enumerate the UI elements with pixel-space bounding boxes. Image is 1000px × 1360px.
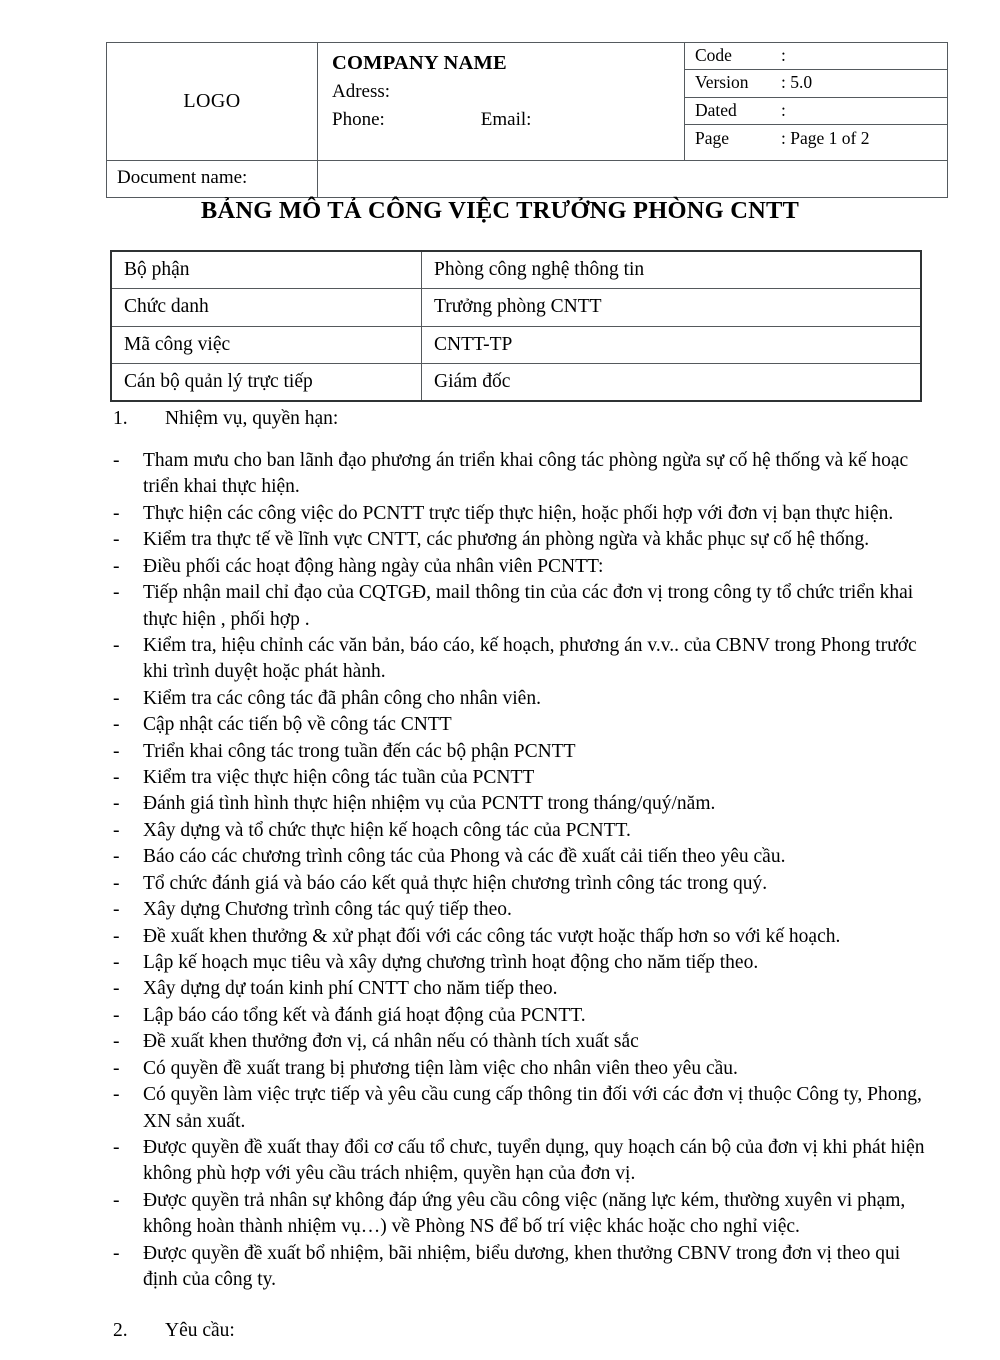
bullet-marker: - xyxy=(113,1136,120,1158)
table-row xyxy=(111,289,921,326)
page-title: BẢNG MÔ TẢ CÔNG VIỆC TRƯỞNG PHÒNG CNTT xyxy=(200,197,800,224)
bullet-marker: - xyxy=(113,978,120,1000)
list-item xyxy=(113,871,938,897)
bullet-marker: - xyxy=(113,767,120,789)
list-item xyxy=(113,818,938,844)
bullet-marker: - xyxy=(113,846,120,868)
meta-row-version xyxy=(685,70,947,97)
document-name-label: Document name: xyxy=(107,161,318,198)
list-item-text: Triển khai công tác trong tuần đến các bộ phận PCNTT xyxy=(143,740,576,762)
list-item-text: Kiểm tra việc thực hiện công tác tuần của PCNTT xyxy=(143,767,535,789)
list-item xyxy=(113,765,938,791)
info-value-jobtitle: Trưởng phòng CNTT xyxy=(422,289,922,326)
list-item xyxy=(113,844,938,870)
list-item-text: Có quyền đề xuất trang bị phương tiện làm việc cho nhân viên theo yêu cầu. xyxy=(143,1057,738,1079)
list-item-text: Điều phối các hoạt động hàng ngày của nhân viên PCNTT: xyxy=(143,555,604,577)
header-main-row xyxy=(107,43,948,161)
list-item xyxy=(113,712,938,738)
list-item-text: Lập báo cáo tổng kết và đánh giá hoạt động của PCNTT. xyxy=(143,1004,586,1026)
list-item xyxy=(113,897,938,923)
list-item-text: Thực hiện các công việc do PCNTT trực tiếp thực hiện, hoặc phối hợp với đơn vị bạn thực hiện. xyxy=(143,502,894,524)
phone-label: Phone: xyxy=(332,108,385,130)
logo-cell: LOGO xyxy=(107,43,318,161)
list-item-text: Tham mưu cho ban lãnh đạo phương án triển khai công tác phòng ngừa sự cố hệ thống và kế hoạc triển khai thực hiện. xyxy=(143,450,909,498)
bullet-marker: - xyxy=(113,1189,120,1211)
meta-value-dated: : xyxy=(771,97,947,124)
meta-key-dated: Dated xyxy=(685,97,771,124)
info-value-department: Phòng công nghệ thông tin xyxy=(422,251,922,289)
list-item xyxy=(113,924,938,950)
list-item-text: Được quyền trả nhân sự không đáp ứng yêu cầu công việc (năng lực kém, thường xuyên vi phạm, không hoàn thành nhiệm vụ…) về Phòng NS để bố trí việc khác hoặc cho nghỉ việc. xyxy=(143,1189,906,1238)
email-label: Email: xyxy=(480,108,532,130)
company-info-cell xyxy=(318,43,685,161)
list-item xyxy=(113,580,938,633)
list-item-text: Được quyền đề xuất bổ nhiệm, bãi nhiệm, biểu dương, khen thưởng CBNV trong đơn vị theo qui định của công ty. xyxy=(143,1242,901,1291)
list-item-text: Báo cáo các chương trình công tác của Phong và các đề xuất cải tiến theo yêu cầu. xyxy=(143,846,786,868)
list-item-text: Tổ chức đánh giá và báo cáo kết quả thực hiện chương trình công tác trong quý. xyxy=(143,872,768,894)
bullet-marker: - xyxy=(113,1004,120,1026)
list-item-text: Được quyền đề xuất thay đổi cơ cấu tổ chưc, tuyển dụng, quy hoạch cán bộ của đơn vị khi phát hiện không phù hợp với yêu cầu trách nhiệm, quyền hạn của đơn vị. xyxy=(143,1136,925,1185)
bullet-marker: - xyxy=(113,634,120,656)
list-item-text: Xây dựng dự toán kinh phí CNTT cho năm tiếp theo. xyxy=(143,978,558,1000)
table-row xyxy=(111,364,921,402)
list-item xyxy=(113,633,938,686)
bullet-marker: - xyxy=(113,952,120,974)
list-item xyxy=(113,739,938,765)
list-item xyxy=(113,527,938,553)
list-item xyxy=(113,501,938,527)
bullet-marker: - xyxy=(113,925,120,947)
bullet-marker: - xyxy=(113,714,120,736)
section-heading-1 xyxy=(0,408,1000,430)
document-meta-table xyxy=(685,43,947,160)
meta-row-dated xyxy=(685,97,947,124)
bullet-marker: - xyxy=(113,582,120,604)
bullet-marker: - xyxy=(113,687,120,709)
info-key-supervisor: Cán bộ quản lý trực tiếp xyxy=(111,364,422,402)
info-key-jobtitle: Chức danh xyxy=(111,289,422,326)
list-item-text: Cập nhật các tiến bộ về công tác CNTT xyxy=(143,714,452,736)
list-item xyxy=(113,1135,938,1188)
info-value-jobcode: CNTT-TP xyxy=(422,326,922,363)
bullet-marker: - xyxy=(113,819,120,841)
meta-key-page: Page xyxy=(695,128,730,149)
table-row xyxy=(111,251,921,289)
list-item-text: Kiểm tra các công tác đã phân công cho nhân viên. xyxy=(143,687,541,709)
section-title-2: Yêu cầu: xyxy=(165,1319,235,1341)
list-item xyxy=(113,1082,938,1135)
list-item-text: Đề xuất khen thưởng đơn vị, cá nhân nếu có thành tích xuất sắc xyxy=(143,1031,639,1053)
list-item xyxy=(113,1188,938,1241)
header-docname-row xyxy=(107,161,948,198)
company-name: COMPANY NAME xyxy=(332,52,507,74)
list-item xyxy=(113,976,938,1002)
list-item xyxy=(113,1003,938,1029)
list-item xyxy=(113,1241,938,1294)
list-item-text: Tiếp nhận mail chỉ đạo của CQTGĐ, mail thông tin của các đơn vị trong công ty tổ chức triển khai thực hiện , phối hợp . xyxy=(143,582,914,630)
info-key-department: Bộ phận xyxy=(111,251,422,289)
bullet-marker: - xyxy=(113,450,120,471)
list-item-text: Xây dựng Chương trình công tác quý tiếp theo. xyxy=(143,899,512,921)
duties-list xyxy=(0,448,1000,1294)
job-info-table xyxy=(110,250,922,402)
bullet-marker: - xyxy=(113,872,120,894)
document-meta-cell xyxy=(685,43,948,161)
bullet-marker: - xyxy=(113,502,120,524)
list-item xyxy=(113,950,938,976)
list-item xyxy=(113,448,938,501)
list-item xyxy=(113,1029,938,1055)
meta-key-version: Version xyxy=(685,70,771,97)
bullet-marker: - xyxy=(113,1084,120,1106)
document-name-value xyxy=(318,161,948,198)
meta-key-code: Code xyxy=(685,43,771,70)
section-heading-2 xyxy=(0,1320,1000,1342)
document-body xyxy=(0,408,1000,1360)
meta-row-code xyxy=(685,43,947,70)
bullet-marker: - xyxy=(113,555,120,577)
bullet-marker: - xyxy=(113,529,120,551)
company-address-label: Adress: xyxy=(332,81,391,103)
list-item-text: Kiểm tra thực tế về lĩnh vực CNTT, các phương án phòng ngừa và khắc phục sự cố hệ thống. xyxy=(143,529,870,551)
bullet-marker: - xyxy=(113,899,120,921)
list-item xyxy=(113,554,938,580)
list-item-text: Đánh giá tình hình thực hiện nhiệm vụ của PCNTT trong tháng/quý/năm. xyxy=(143,793,716,815)
section-number-1: 1. xyxy=(113,408,128,429)
list-item xyxy=(113,1056,938,1082)
info-key-jobcode: Mã công việc xyxy=(111,326,422,363)
meta-value-version: : 5.0 xyxy=(771,70,947,97)
bullet-marker: - xyxy=(113,1242,120,1264)
meta-value-page: : Page 1 of 2 xyxy=(781,128,870,149)
company-contact-line xyxy=(332,106,684,134)
bullet-marker: - xyxy=(113,740,120,762)
meta-value-code: : xyxy=(771,43,947,70)
list-item-text: Lập kế hoạch mục tiêu và xây dựng chương trình hoạt động cho năm tiếp theo. xyxy=(143,952,759,974)
document-header-table xyxy=(106,42,948,198)
list-item-text: Có quyền làm việc trực tiếp và yêu cầu cung cấp thông tin đối với các đơn vị thuộc Công ty, Phong, XN sản xuất. xyxy=(143,1084,922,1132)
list-item-text: Kiểm tra, hiệu chỉnh các văn bản, báo cáo, kế hoạch, phương án v.v.. của CBNV trong Phong trước khi trình duyệt hoặc phát hành. xyxy=(143,634,917,683)
info-value-supervisor: Giám đốc xyxy=(422,364,922,402)
bullet-marker: - xyxy=(113,1031,120,1053)
bullet-marker: - xyxy=(113,1057,120,1079)
list-item-text: Đề xuất khen thưởng & xử phạt đối với các công tác vượt hoặc thấp hơn so với kế hoạch. xyxy=(143,925,841,947)
list-item xyxy=(113,686,938,712)
section-number-2: 2. xyxy=(113,1319,128,1341)
meta-row-page xyxy=(685,125,947,161)
table-row xyxy=(111,326,921,363)
bullet-marker: - xyxy=(113,793,120,815)
list-item xyxy=(113,791,938,817)
section-title-1: Nhiệm vụ, quyền hạn: xyxy=(165,408,339,429)
list-item-text: Xây dựng và tổ chức thực hiện kế hoạch công tác của PCNTT. xyxy=(143,819,631,841)
